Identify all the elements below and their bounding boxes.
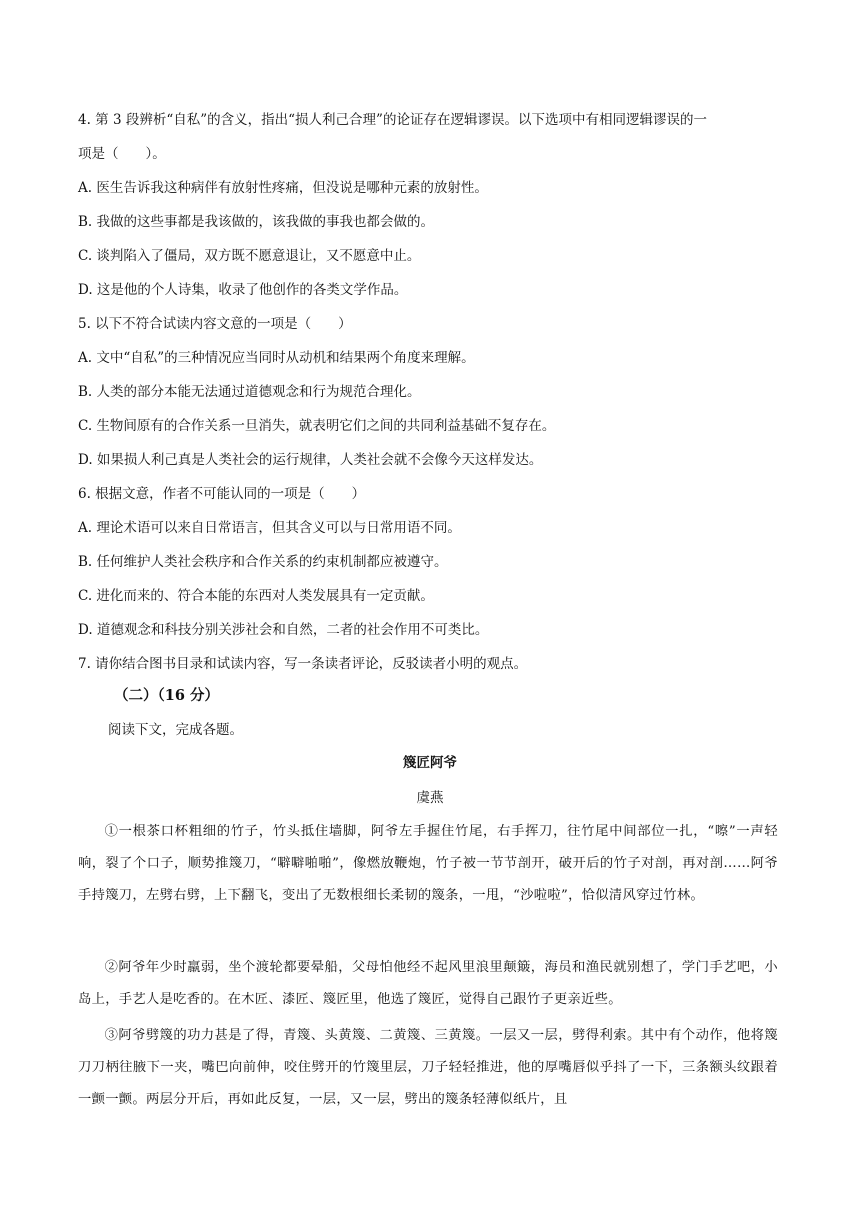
section-heading: （二）（16 分） — [114, 687, 219, 704]
article-title: 篾匠阿爷 — [403, 755, 457, 771]
q6-option-d: D. 道德观念和科技分别关涉社会和自然，二者的社会作用不可类比。 — [78, 622, 489, 638]
q4-option-a: A. 医生告诉我这种病伴有放射性疼痛，但没说是哪种元素的放射性。 — [78, 180, 488, 196]
q5-option-d: D. 如果损人利己真是人类社会的运行规律，人类社会就不会像今天这样发达。 — [78, 452, 543, 468]
q4-option-b: B. 我做的这些事都是我该做的，该我做的事我也都会做的。 — [78, 214, 435, 230]
q4-option-c: C. 谈判陷入了僵局，双方既不愿意退让，又不愿意中止。 — [78, 248, 421, 264]
q4-stem-line1: 4. 第 3 段辨析“自私”的含义，指出“损人利己合理”的论证存在逻辑谬误。以下选项中有相同逻辑谬误的一 — [78, 112, 707, 128]
q7-stem: 7. 请你结合图书目录和试读内容，写一条读者评论，反驳读者小明的观点。 — [78, 656, 528, 672]
q5-option-b: B. 人类的部分本能无法通过道德观念和行为规范合理化。 — [78, 384, 421, 400]
article-paragraph-1: ①一根茶口杯粗细的竹子，竹头抵住墙脚，阿爷左手握住竹尾，右手挥刀，往竹尾中间部位一扎，“嚓”一声轻响，裂了个口子，顺势推篾刀，“噼噼啪啪”，像燃放鞭炮，竹子被一节节剖开，破开后的竹子对剖，再对剖……阿爷手持篾刀，左劈右劈，上下翻飞，变出了无数根细长柔韧的篾条，一甩，“沙啦啦”，恰似清风穿过竹林。 — [78, 824, 778, 903]
q5-option-a: A. 文中“自私”的三种情况应当同时从动机和结果两个角度来理解。 — [78, 350, 475, 366]
q5-option-c: C. 生物间原有的合作关系一旦消失，就表明它们之间的共同利益基础不复存在。 — [78, 418, 556, 434]
q5-stem: 5. 以下不符合试读内容文意的一项是（ ） — [78, 316, 352, 332]
article-author: 虞燕 — [416, 790, 444, 806]
q6-stem: 6. 根据文意，作者不可能认同的一项是（ ） — [78, 486, 366, 502]
q6-option-c: C. 进化而来的、符合本能的东西对人类发展具有一定贡献。 — [78, 588, 434, 604]
q4-option-d: D. 这是他的个人诗集，收录了他创作的各类文学作品。 — [78, 282, 408, 298]
q4-stem-line2: 项是（ ）。 — [78, 146, 166, 162]
article-paragraph-2: ②阿爷年少时羸弱，坐个渡轮都要晕船，父母怕他经不起风里浪里颠簸，海员和渔民就别想了，学门手艺吧，小岛上，手艺人是吃香的。在木匠、漆匠、篾匠里，他选了篾匠，觉得自己跟竹子更亲近些。 — [78, 960, 778, 1007]
q6-option-b: B. 任何维护人类社会秩序和合作关系的约束机制都应被遵守。 — [78, 554, 448, 570]
article-paragraph-3: ③阿爷劈篾的功力甚是了得，青篾、头黄篾、二黄篾、三黄篾。一层又一层，劈得利索。其中有个动作，他将篾刀刀柄往腋下一夹，嘴巴向前伸，咬住劈开的竹篾里层，刀子轻轻推进，他的厚嘴唇似乎抖了一下，三条额头纹跟着一颤一颤。两层分开后，再如此反复，一层，又一层，劈出的篾条轻薄似纸片，且 — [78, 1028, 778, 1107]
section-instruction: 阅读下文，完成各题。 — [108, 722, 243, 738]
q6-option-a: A. 理论术语可以来自日常语言，但其含义可以与日常用语不同。 — [78, 520, 461, 536]
